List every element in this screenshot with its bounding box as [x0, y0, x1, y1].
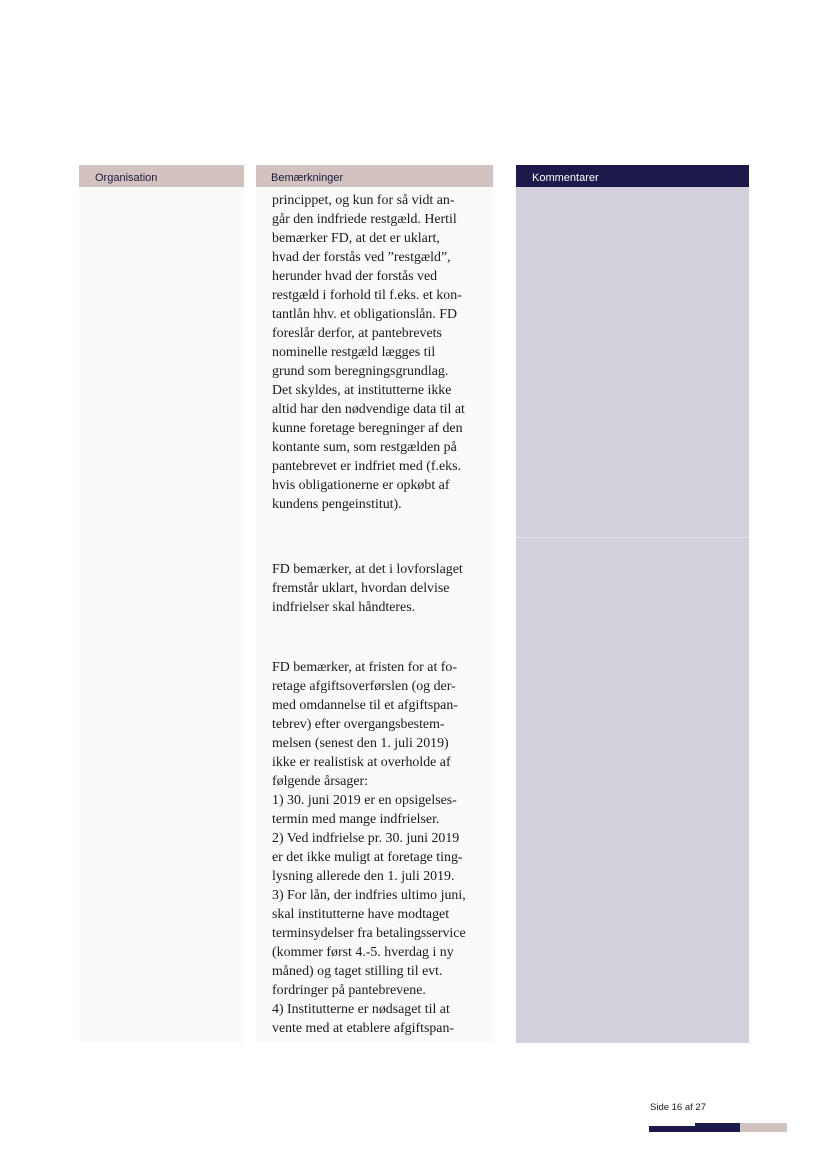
column-header-organisation: Organisation — [79, 165, 244, 187]
column-header-comments: Kommentarer — [516, 165, 749, 187]
footer-bar-light — [740, 1123, 787, 1132]
remark-paragraph: princippet, og kun for så vidt an- går den indfriede restgæld. Hertil bemærker FD, at det er uklart, hvad der forstås ved ”restgæld”, herunder hvad der forstås ved restgæld i forhold til f.eks. et kon- tantlån hhv. et obligationslån. FD foreslår derfor, at pantebrevets nominelle restgæld lægges til grund som beregningsgrundlag. Det skyldes, at institutterne ikke altid har den nødvendige data til at kunne foretage beregninger af den kontante sum, som restgælden på pantebrevet er indfriet med (f.eks. hvis obligationerne er opkøbt af kundens pengeinstitut). — [272, 193, 465, 512]
comments-column — [516, 187, 749, 1043]
row-divider — [516, 537, 749, 538]
footer-bar-dark — [695, 1123, 740, 1132]
footer-bar-dark-thin — [649, 1126, 695, 1132]
remark-paragraph: FD bemærker, at det i lovforslaget fremstår uklart, hvordan delvise indfrielser skal håndteres. — [272, 562, 463, 615]
organisation-column — [79, 187, 244, 1043]
remark-paragraph: FD bemærker, at fristen for at fo- retage afgiftsoverførslen (og der- med omdannelse til et afgiftspan- tebrev) efter overgangsbestem- melsen (senest den 1. juli 2019) ikke er realistisk at overholde af følgende årsager: 1) 30. juni 2019 er en opsigelses- termin med mange indfrielser. 2) Ved indfrielse pr. 30. juni 2019 er det ikke muligt at foretage ting- lysning allerede den 1. juli 2019. 3) For lån, der indfries ultimo juni, skal institutterne have modtaget terminsydelser fra betalingsservice (kommer først 4.-5. hverdag i ny måned) og taget stilling til evt. fordringer på pantebrevene. 4) Institutterne er nødsaget til at vente med at etablere afgiftspan- — [272, 660, 466, 1036]
page-number: Side 16 af 27 — [650, 1102, 706, 1113]
column-header-remarks: Bemærkninger — [256, 165, 493, 187]
